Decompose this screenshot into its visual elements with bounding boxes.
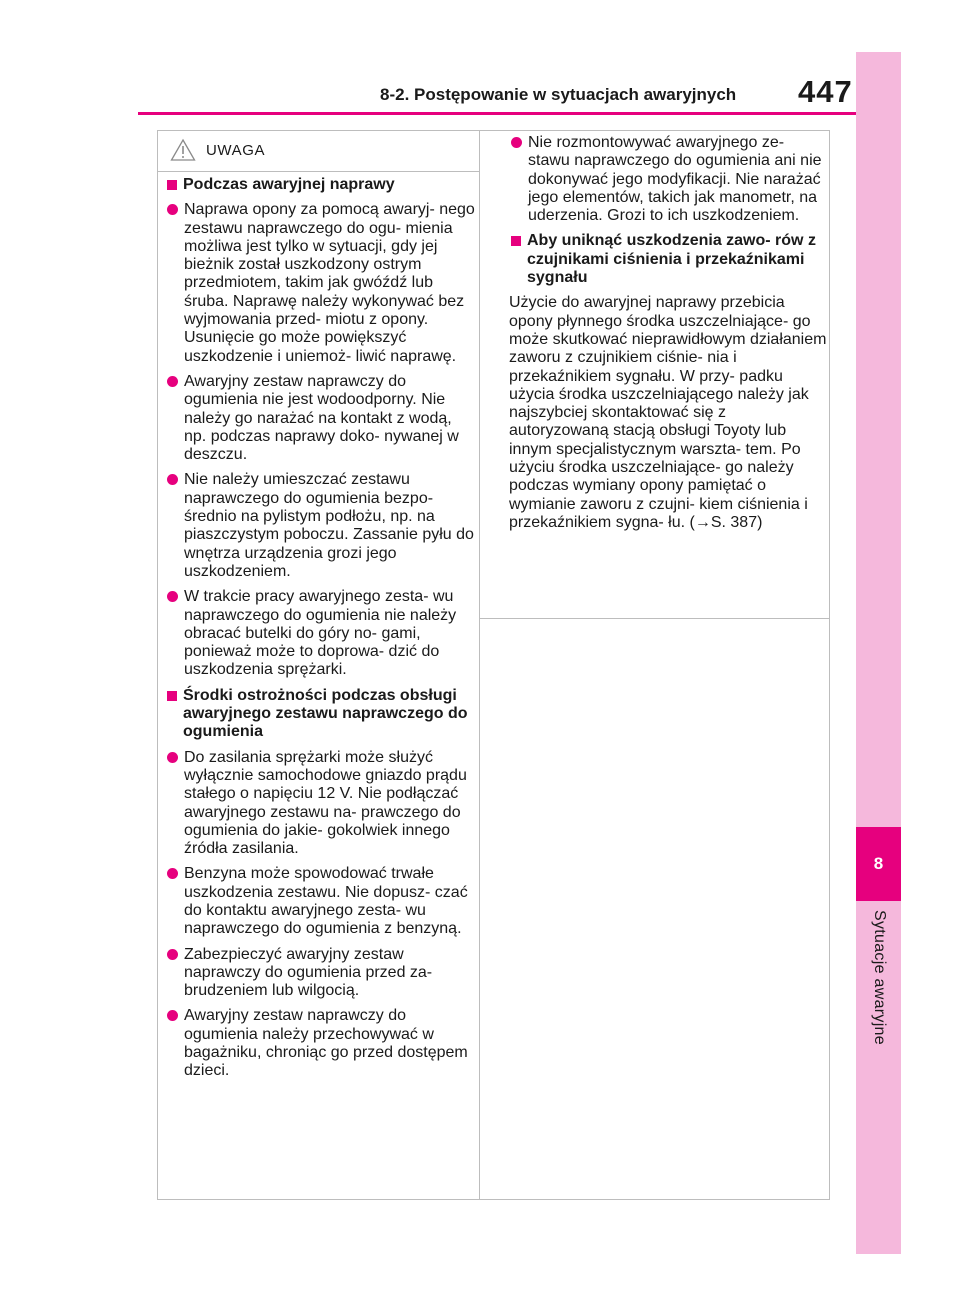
page-number: 447 [798, 74, 853, 109]
warning-triangle-icon [170, 138, 196, 162]
bullet-dot-icon [167, 752, 178, 763]
bullet-dot-icon [167, 868, 178, 879]
warning-label: UWAGA [206, 141, 266, 159]
bullet-item: Nie należy umieszczać zestawu naprawczego do ogumienia bezpo- średnio na pylistym podłożu, np. na piaszczystym poboczu. Zassanie pyłu do wnętrza urządzenia grozi jego uszkodzeniem. [165, 471, 477, 581]
bullet-item: Zabezpieczyć awaryjny zestaw naprawczy do ogumienia przed za- brudzeniem lub wilgocią. [165, 946, 477, 1001]
bullet-item: Nie rozmontowywać awaryjnego ze- stawu naprawczego do ogumienia ani nie dokonywać jego modyfikacji. Nie narażać jego elementów, takich jak manometr, na uderzenia. Grozi to ich uszkodzeniem. [509, 134, 829, 225]
bullet-item: Do zasilania sprężarki może służyć wyłącznie samochodowe gniazdo prądu stałego o napięciu 12 V. Nie podłączać awaryjnego zestawu na- prawczego do ogumienia do jakie- gokolwiek innego źródła zasilania. [165, 749, 477, 859]
bullet-dot-icon [167, 376, 178, 387]
column-divider [479, 130, 480, 1200]
warning-header [170, 136, 265, 164]
valve-paragraph: Użycie do awaryjnej naprawy przebicia opony płynnego środka uszczelniające- go może skutkować nieprawidłowym działaniem zaworu z czujnikiem ciśnie- nia i przekaźnikiem sygnału. W przy- padku użycia środka uszczelniającego należy jak najszybciej skontaktować się z autoryzowaną stacją obsługi Toyoty lub innym specjalistycznym warszta- tem. Po użyciu środka uszczelniające- go należy podczas wymiany opony pamiętać o wymianie zaworu z czujni- kiem ciśnienia i przekaźnikiem sygna- łu. (→S. 387) [509, 294, 827, 531]
bullet-dot-icon [511, 137, 522, 148]
right-column [509, 134, 829, 532]
heading-valve-damage: Aby uniknąć uszkodzenia zawo- rów z czujnikami ciśnienia i przekaźnikami sygnału [509, 232, 829, 287]
chapter-label-text: Sytuacje awaryjne [871, 910, 888, 1045]
square-bullet-icon [167, 691, 177, 701]
bullet-item: Naprawa opony za pomocą awaryj- nego zestawu naprawczego do ogu- mienia możliwa jest tylko w sytuacji, gdy jej bieżnik został uszkodzony ostrym przedmiotem, takim jak gwóźdź lub śruba. Naprawę należy wykonywać bez wyjmowania przed- miotu z opony. Usunięcie go może powiększyć uszkodzenie i uniemoż- liwić naprawę. [165, 201, 477, 366]
right-column-bottom-rule [479, 618, 830, 619]
bullet-dot-icon [167, 591, 178, 602]
bullet-item: Awaryjny zestaw naprawczy do ogumienia nie jest wodoodporny. Nie należy go narażać na kontakt z wodą, np. podczas naprawy doko- nywanej w deszczu. [165, 373, 477, 464]
bullet-dot-icon [167, 474, 178, 485]
warning-title-rule [157, 171, 480, 172]
chapter-tab[interactable] [856, 827, 901, 901]
header-rule [138, 112, 856, 115]
chapter-number: 8 [873, 854, 884, 873]
bullet-item: W trakcie pracy awaryjnego zesta- wu naprawczego do ogumienia nie należy obracać butelki do góry no- gami, ponieważ może to doprowa- dzić do uszkodzenia sprężarki. [165, 588, 477, 679]
heading-precautions: Środki ostrożności podczas obsługi awaryjnego zestawu naprawczego do ogumienia [165, 687, 477, 742]
square-bullet-icon [511, 236, 521, 246]
bullet-item: Awaryjny zestaw naprawczy do ogumienia należy przechowywać w bagażniku, chroniąc go przed dostępem dzieci. [165, 1007, 477, 1080]
bullet-dot-icon [167, 204, 178, 215]
heading-emergency-repair: Podczas awaryjnej naprawy [165, 176, 477, 194]
bullet-dot-icon [167, 1010, 178, 1021]
section-title: 8-2. Postępowanie w sytuacjach awaryjnych [380, 85, 737, 104]
square-bullet-icon [167, 180, 177, 190]
chapter-label [862, 910, 896, 1090]
bullet-dot-icon [167, 949, 178, 960]
left-column [165, 176, 477, 1088]
bullet-item: Benzyna może spowodować trwałe uszkodzenia zestawu. Nie dopusz- czać do kontaktu awaryjnego zesta- wu naprawczego do ogumienia z benzyną. [165, 865, 477, 938]
